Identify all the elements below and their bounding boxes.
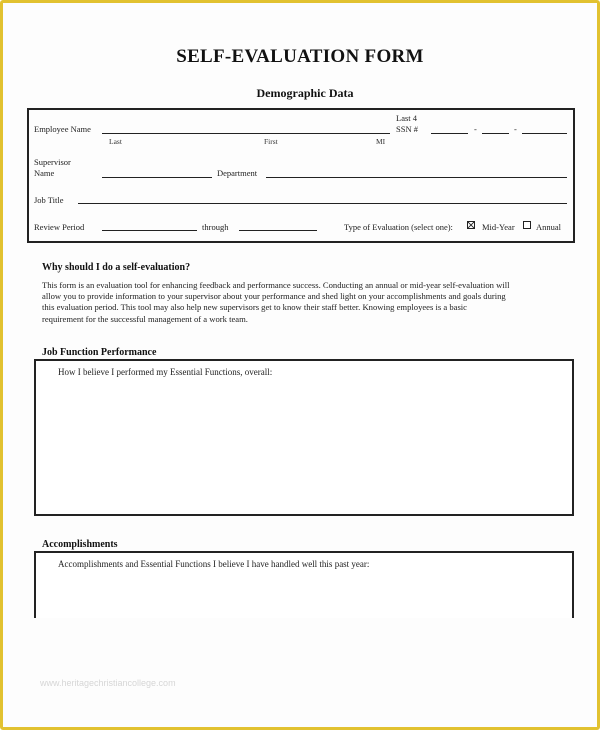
supervisor-label-line2: Name [34,168,55,178]
ssn-field-3[interactable] [522,133,567,134]
ssn-dash-1: - [474,124,477,134]
ssn-label-line2: SSN # [396,124,418,134]
why-heading: Why should I do a self-evaluation? [42,262,191,273]
job-function-heading: Job Function Performance [42,347,157,358]
supervisor-name-field[interactable] [102,177,212,178]
accomplishments-response-box[interactable] [34,551,574,618]
employee-name-field[interactable] [102,133,390,134]
last-name-caption: Last [109,137,122,146]
checkmark-x-icon [468,222,474,228]
review-period-label: Review Period [34,222,85,232]
employee-name-label: Employee Name [34,124,91,134]
supervisor-label-line1: Supervisor [34,157,71,167]
ssn-label-line1: Last 4 [396,113,418,123]
through-label: through [202,222,229,232]
form-title: SELF-EVALUATION FORM [176,46,424,67]
job-function-response-box[interactable] [34,359,574,516]
mid-year-option-label: Mid-Year [482,222,515,232]
first-name-caption: First [264,137,278,146]
department-field[interactable] [266,177,567,178]
review-period-start-field[interactable] [102,230,197,231]
demographic-data-box [27,108,575,243]
why-line-1: This form is an evaluation tool for enhancing feedback and performance success. Conducting an annual or mid-year self-evaluation will [42,280,510,290]
why-line-4: requirement for the successful management of a work team. [42,313,248,324]
evaluation-type-label: Type of Evaluation (select one): [344,222,453,232]
ssn-dash-2: - [514,124,517,134]
middle-initial-caption: MI [376,137,386,146]
annual-checkbox[interactable] [523,221,531,229]
department-label: Department [217,168,258,178]
job-title-label: Job Title [34,195,64,205]
job-function-prompt: How I believe I performed my Essential Functions, overall: [58,367,273,377]
review-period-end-field[interactable] [239,230,317,231]
mid-year-checkbox[interactable] [467,221,475,229]
ssn-field-1[interactable] [431,133,468,134]
why-body-text [42,280,576,325]
section-subtitle-demographic: Demographic Data [256,86,354,100]
why-line-2: allow you to provide information to your supervisor about your performance and shed light on your accomplishments and goals during [42,291,506,302]
job-title-field[interactable] [78,203,567,204]
ssn-field-2[interactable] [482,133,509,134]
watermark-text: www.heritagechristiancollege.com [40,678,176,688]
accomplishments-prompt: Accomplishments and Essential Functions I believe I have handled well this past year: [58,559,370,569]
annual-option-label: Annual [536,222,562,232]
why-line-3: this evaluation period. This tool may also help new supervisors get to know their staff better. Knowing employees is a basic [42,302,467,313]
accomplishments-heading: Accomplishments [42,539,118,550]
